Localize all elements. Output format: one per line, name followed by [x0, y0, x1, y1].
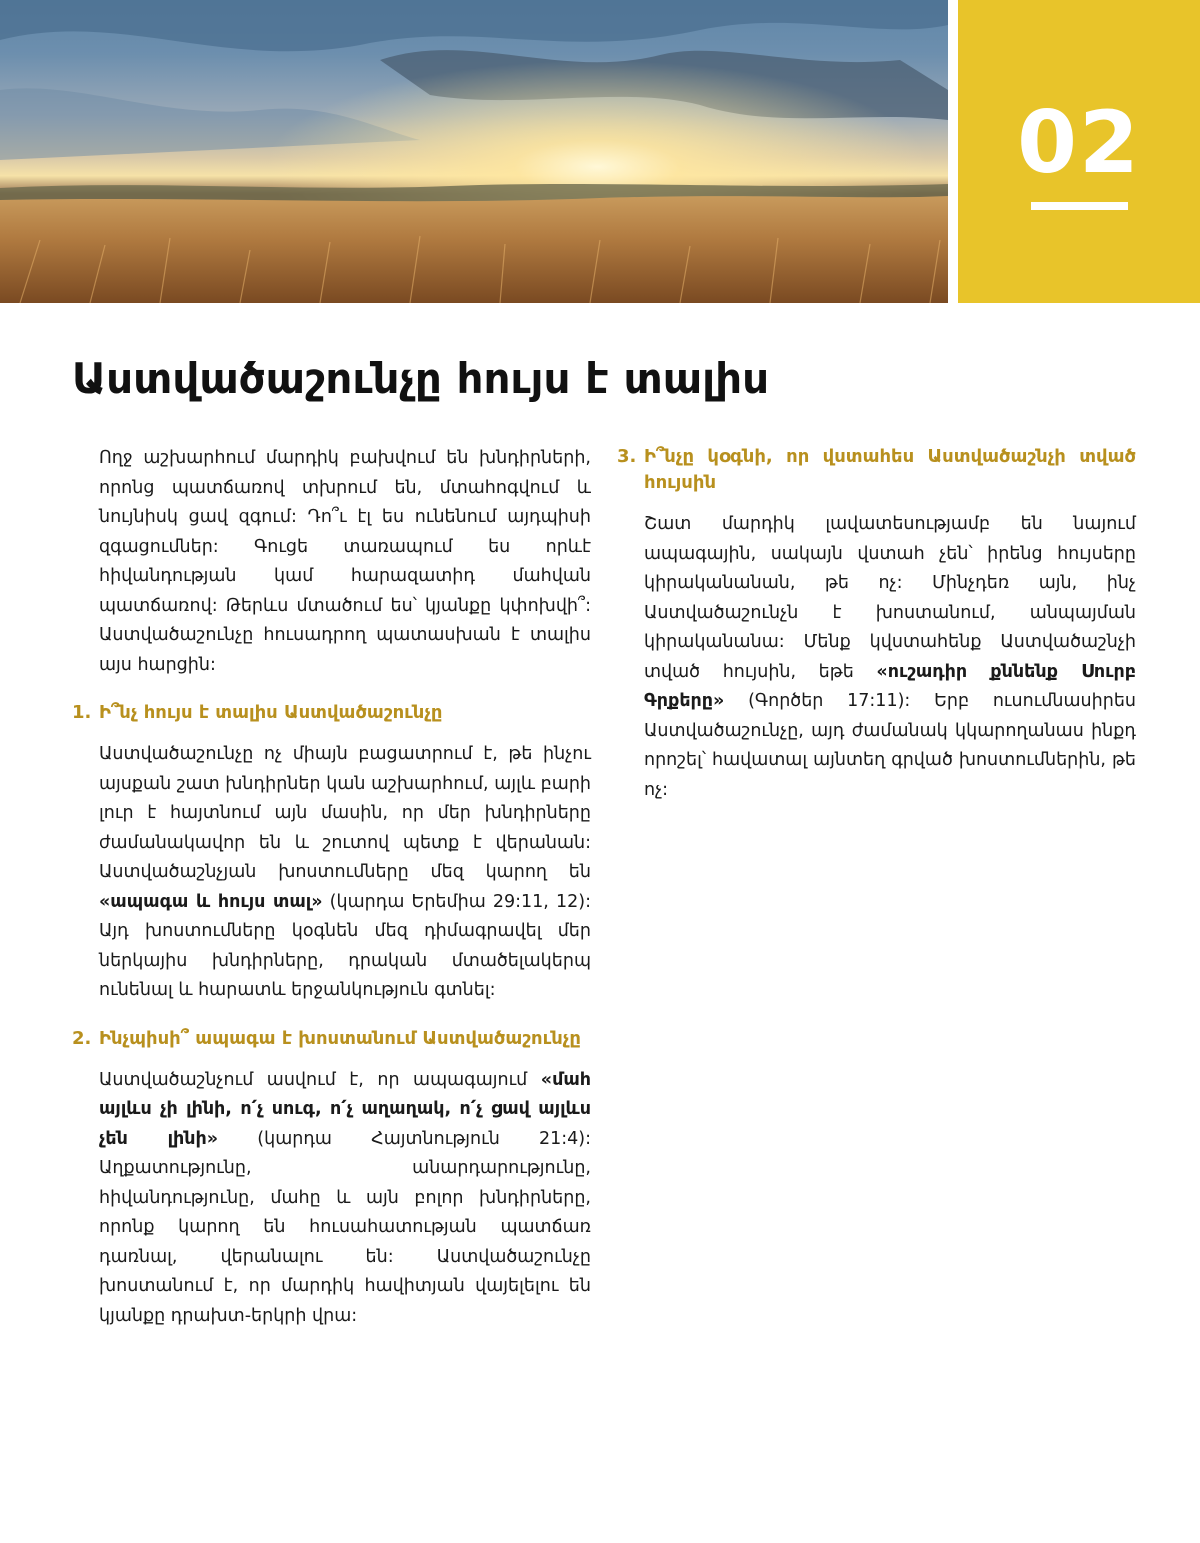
- section-heading: [617, 444, 1136, 496]
- section-heading: [72, 700, 591, 726]
- section-heading: [72, 1026, 591, 1052]
- paragraph-text: (կարդա Հայտնություն 21:4): Աղքատությունը, անարդարությունը, հիվանդությունը, մահը և այն բոլոր խնդիրները, որոնք կարող են հուսահատության պատճառ դառնալ, վերանալու են: Աստվածաշունչը խոստանում է, որ մարդիկ հավիտյան վայելելու են կյանքը դրախտ-երկրի վրա:: [99, 1128, 592, 1326]
- section-heading-text: Ի՞նչ հույս է տալիս Աստվածաշունչը: [99, 702, 443, 723]
- paragraph-text: Աստվածաշունչը ոչ միայն բացատրում է, թե ինչու այսքան շատ խնդիրներ կան աշխարհում, այլև բարի լուր է հայտնում այն մասին, որ մեր խնդիրները ժամանակավոր են և շուտով պետք է վերանան: Աստվածաշնչյան խոստումները մեզ կարող են: [99, 744, 591, 882]
- page-title: Աստվածաշունչը հույս է տալիս: [72, 354, 770, 403]
- section-number: 2.: [72, 1027, 92, 1049]
- hero-image: [0, 0, 948, 303]
- paragraph-text: Աստվածաշնչում ասվում է, որ ապագայում: [99, 1069, 541, 1090]
- intro-paragraph: Ողջ աշխարհում մարդիկ բախվում են խնդիրների, որոնց պատճառով տխրում են, մտահոգվում և նույնիսկ ցավ զգում: Դո՞ւ էլ ես ունենում այդպիսի զգացումներ: Գուցե տառապում ես որևէ հիվանդության կամ հարազատիդ մահվան պատճառով: Թերևս մտածում ես՝ կյանքը կփոխվի՞: Աստվածաշունչը հուսադրող պատասխան է տալիս այս հարցին:: [99, 448, 591, 675]
- paragraph-text: (կարդա Երեմիա 29:11, 12): Այդ խոստումները կօգնեն մեզ դիմագրավել մեր ներկայիս խնդիրները, դրական մտածելակերպ ունենալ և հարատև երջանկություն գտնել:: [99, 891, 591, 1000]
- section-number: 3.: [617, 446, 637, 467]
- section-heading-text: Ի՞նչը կօգնի, որ վստահես Աստվածաշնչի տված հույսին: [644, 446, 1136, 493]
- chapter-badge: [958, 0, 1200, 303]
- section-number: 1.: [72, 702, 92, 723]
- right-column: [617, 444, 1136, 825]
- scripture-quote: «մահ այլևս չի լինի, ո՛չ սուգ, ո՛չ աղաղակ, ո՛չ ցավ այլևս չեն լինի»: [99, 1069, 591, 1149]
- chapter-number: 02: [1017, 93, 1141, 193]
- left-column: [72, 444, 592, 1351]
- wheat-field-sunset-illustration: [0, 0, 948, 303]
- chapter-underline: [1031, 202, 1128, 210]
- section-paragraph: [99, 740, 591, 1006]
- section-paragraph: [644, 510, 1136, 805]
- scripture-quote: «ուշադիր քննենք Սուրբ Գրքերը»: [644, 661, 1136, 711]
- section-paragraph: [99, 1066, 591, 1332]
- paragraph-text: (Գործեր 17:11): Երբ ուսումնասիրես Աստվածաշունչը, այդ ժամանակ կկարողանաս ինքդ որոշել՝ հավատալ այնտեղ գրված խոստումներին, թե ոչ:: [644, 691, 1136, 800]
- section-heading-text: Ինչպիսի՞ ապագա է խոստանում Աստվածաշունչը: [99, 1027, 581, 1049]
- scripture-quote: «ապագա և հույս տալ»: [99, 891, 323, 912]
- paragraph-text: Շատ մարդիկ լավատեսությամբ են նայում ապագային, սակայն վստահ չեն՝ իրենց հույսերը կիրականանան, թե ոչ: Մինչդեռ այն, ինչ Աստվածաշունչն է խոստանում, անպայման կիրականանա: Մենք կվստահենք Աստվածաշնչի տված հույսին, եթե: [644, 514, 1136, 682]
